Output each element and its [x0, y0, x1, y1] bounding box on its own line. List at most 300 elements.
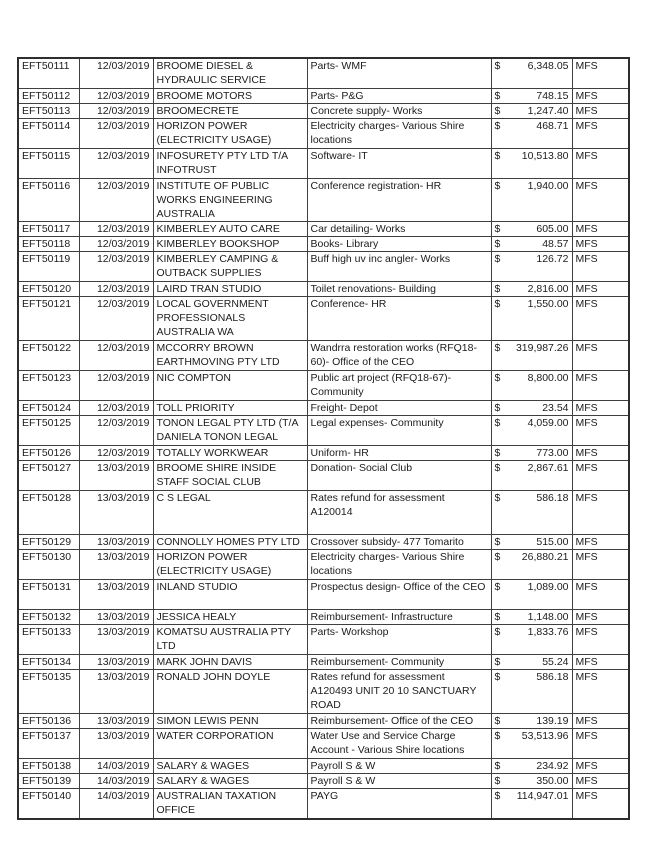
- fund-cell: [572, 282, 629, 297]
- payee-name: HORIZON POWER (ELECTRICITY USAGE): [156, 120, 272, 146]
- table-row: [18, 222, 629, 237]
- fund-code: MFS: [575, 492, 598, 504]
- fund-code: MFS: [575, 223, 598, 235]
- amount-value: 234.92: [536, 760, 569, 772]
- payment-date: 14/03/2019: [96, 775, 150, 787]
- fund-code: MFS: [575, 760, 598, 772]
- fund-cell: [572, 401, 629, 416]
- amount-cell: [491, 461, 572, 491]
- currency-symbol: $: [494, 342, 501, 354]
- payee-name: SIMON LEWIS PENN: [156, 715, 259, 727]
- payment-date: 13/03/2019: [96, 462, 150, 474]
- payment-date: 12/03/2019: [96, 60, 150, 72]
- payment-description: Electricity charges- Various Shire locations: [310, 120, 465, 146]
- eft-number: EFT50115: [22, 150, 71, 162]
- fund-code: MFS: [575, 342, 598, 354]
- eft-number: EFT50129: [22, 536, 72, 548]
- payee-name: SALARY & WAGES: [156, 775, 250, 787]
- payment-date: 12/03/2019: [96, 417, 150, 429]
- amount-cell: [491, 759, 572, 774]
- payee-name: LAIRD TRAN STUDIO: [156, 283, 262, 295]
- fund-code: MFS: [575, 60, 598, 72]
- payee-cell: [153, 670, 307, 714]
- eft-number-cell: [18, 58, 79, 89]
- amount-cell: [491, 580, 572, 610]
- description-cell: [307, 670, 491, 714]
- payment-date: 13/03/2019: [96, 581, 150, 593]
- payment-description: Conference registration- HR: [310, 180, 442, 192]
- amount-cell: [491, 491, 572, 535]
- currency-symbol: $: [494, 372, 501, 384]
- fund-cell: [572, 729, 629, 759]
- eft-number-cell: [18, 774, 79, 789]
- amount-cell: [491, 282, 572, 297]
- payment-date: 12/03/2019: [96, 120, 150, 132]
- eft-number-cell: [18, 580, 79, 610]
- payment-description: Legal expenses- Community: [310, 417, 444, 429]
- table-row: [18, 282, 629, 297]
- amount-cell: [491, 625, 572, 655]
- payments-table: [17, 57, 630, 820]
- fund-cell: [572, 237, 629, 252]
- date-cell: [79, 729, 153, 759]
- amount-cell: [491, 89, 572, 104]
- amount-cell: [491, 58, 572, 89]
- eft-number: EFT50116: [22, 180, 71, 192]
- fund-code: MFS: [575, 671, 598, 683]
- payment-description: Uniform- HR: [310, 447, 369, 459]
- description-cell: [307, 625, 491, 655]
- eft-number-cell: [18, 550, 79, 580]
- payee-cell: [153, 237, 307, 252]
- date-cell: [79, 401, 153, 416]
- fund-cell: [572, 491, 629, 535]
- amount-value: 350.00: [536, 775, 569, 787]
- payee-name: INSTITUTE OF PUBLIC WORKS ENGINEERING AUSTRALIA: [156, 180, 273, 220]
- fund-code: MFS: [575, 715, 598, 727]
- payee-cell: [153, 252, 307, 282]
- payee-cell: [153, 491, 307, 535]
- table-row: [18, 341, 629, 371]
- description-cell: [307, 714, 491, 729]
- fund-code: MFS: [575, 105, 598, 117]
- description-cell: [307, 416, 491, 446]
- eft-number-cell: [18, 625, 79, 655]
- payee-name: KIMBERLEY AUTO CARE: [156, 223, 280, 235]
- currency-symbol: $: [494, 462, 501, 474]
- amount-cell: [491, 714, 572, 729]
- payee-name: RONALD JOHN DOYLE: [156, 671, 271, 683]
- table-row: [18, 149, 629, 179]
- amount-cell: [491, 371, 572, 401]
- fund-cell: [572, 789, 629, 820]
- date-cell: [79, 104, 153, 119]
- description-cell: [307, 446, 491, 461]
- payee-cell: [153, 416, 307, 446]
- table-row: [18, 416, 629, 446]
- eft-number-cell: [18, 535, 79, 550]
- eft-number-cell: [18, 237, 79, 252]
- amount-cell: [491, 446, 572, 461]
- eft-number-cell: [18, 252, 79, 282]
- fund-cell: [572, 535, 629, 550]
- fund-code: MFS: [575, 447, 598, 459]
- eft-number: EFT50121: [22, 298, 72, 310]
- eft-number: EFT50134: [22, 656, 72, 668]
- eft-number-cell: [18, 119, 79, 149]
- date-cell: [79, 119, 153, 149]
- payment-date: 12/03/2019: [96, 223, 150, 235]
- date-cell: [79, 149, 153, 179]
- date-cell: [79, 179, 153, 222]
- payee-cell: [153, 580, 307, 610]
- amount-cell: [491, 149, 572, 179]
- eft-number-cell: [18, 222, 79, 237]
- payee-cell: [153, 179, 307, 222]
- amount-value: 4,059.00: [527, 417, 569, 429]
- currency-symbol: $: [494, 283, 501, 295]
- description-cell: [307, 535, 491, 550]
- payment-description: Reimbursement- Infrastructure: [310, 611, 453, 623]
- date-cell: [79, 580, 153, 610]
- currency-symbol: $: [494, 760, 501, 772]
- amount-value: 1,089.00: [527, 581, 569, 593]
- eft-number-cell: [18, 371, 79, 401]
- table-row: [18, 625, 629, 655]
- payment-description: Rates refund for assessment A120493 UNIT 20 10 SANCTUARY ROAD: [310, 671, 477, 711]
- amount-value: 1,247.40: [527, 105, 569, 117]
- currency-symbol: $: [494, 298, 501, 310]
- date-cell: [79, 237, 153, 252]
- fund-code: MFS: [575, 150, 598, 162]
- payment-description: PAYG: [310, 790, 339, 802]
- payment-description: Donation- Social Club: [310, 462, 413, 474]
- eft-number: EFT50131: [22, 581, 72, 593]
- eft-number-cell: [18, 104, 79, 119]
- description-cell: [307, 222, 491, 237]
- date-cell: [79, 282, 153, 297]
- amount-value: 1,940.00: [527, 180, 569, 192]
- amount-value: 114,947.01: [516, 790, 569, 802]
- payee-name: SALARY & WAGES: [156, 760, 250, 772]
- eft-number-cell: [18, 179, 79, 222]
- fund-code: MFS: [575, 536, 598, 548]
- eft-number: EFT50113: [22, 105, 71, 117]
- currency-symbol: $: [494, 180, 501, 192]
- amount-cell: [491, 550, 572, 580]
- payment-description: Payroll S & W: [310, 775, 376, 787]
- eft-number-cell: [18, 461, 79, 491]
- eft-number: EFT50140: [22, 790, 72, 802]
- currency-symbol: $: [494, 715, 501, 727]
- payment-description: Prospectus design- Office of the CEO: [310, 581, 486, 593]
- payee-cell: [153, 655, 307, 670]
- table-row: [18, 446, 629, 461]
- date-cell: [79, 655, 153, 670]
- table-row: [18, 371, 629, 401]
- amount-cell: [491, 252, 572, 282]
- description-cell: [307, 610, 491, 625]
- eft-number: EFT50112: [22, 90, 71, 102]
- payee-cell: [153, 341, 307, 371]
- description-cell: [307, 759, 491, 774]
- currency-symbol: $: [494, 105, 501, 117]
- date-cell: [79, 252, 153, 282]
- eft-number-cell: [18, 491, 79, 535]
- fund-code: MFS: [575, 790, 598, 802]
- eft-number: EFT50120: [22, 283, 72, 295]
- payment-description: Parts- WMF: [310, 60, 367, 72]
- payee-name: LOCAL GOVERNMENT PROFESSIONALS AUSTRALIA WA: [156, 298, 269, 338]
- date-cell: [79, 491, 153, 535]
- table-row: [18, 491, 629, 535]
- table-row: [18, 401, 629, 416]
- currency-symbol: $: [494, 120, 501, 132]
- table-row: [18, 774, 629, 789]
- eft-number-cell: [18, 282, 79, 297]
- fund-cell: [572, 461, 629, 491]
- payment-date: 12/03/2019: [96, 105, 150, 117]
- currency-symbol: $: [494, 402, 501, 414]
- payment-date: 12/03/2019: [96, 298, 150, 310]
- payee-name: INLAND STUDIO: [156, 581, 238, 593]
- eft-number: EFT50139: [22, 775, 72, 787]
- fund-code: MFS: [575, 283, 598, 295]
- amount-cell: [491, 535, 572, 550]
- eft-number-cell: [18, 401, 79, 416]
- payment-date: 12/03/2019: [96, 150, 150, 162]
- table-row: [18, 89, 629, 104]
- table-row: [18, 729, 629, 759]
- eft-number-cell: [18, 610, 79, 625]
- payee-cell: [153, 610, 307, 625]
- fund-code: MFS: [575, 656, 598, 668]
- payee-cell: [153, 625, 307, 655]
- eft-number: EFT50133: [22, 626, 72, 638]
- payee-cell: [153, 297, 307, 341]
- payment-date: 12/03/2019: [96, 90, 150, 102]
- eft-number: EFT50128: [22, 492, 72, 504]
- fund-code: MFS: [575, 238, 598, 250]
- fund-cell: [572, 580, 629, 610]
- description-cell: [307, 282, 491, 297]
- eft-number-cell: [18, 670, 79, 714]
- payee-cell: [153, 550, 307, 580]
- payee-name: BROOMECRETE: [156, 105, 239, 117]
- fund-code: MFS: [575, 581, 598, 593]
- amount-cell: [491, 237, 572, 252]
- payment-description: Conference- HR: [310, 298, 387, 310]
- amount-value: 468.71: [536, 120, 569, 132]
- table-row: [18, 119, 629, 149]
- eft-number: EFT50126: [22, 447, 72, 459]
- table-row: [18, 237, 629, 252]
- payment-date: 13/03/2019: [96, 536, 150, 548]
- description-cell: [307, 371, 491, 401]
- payee-name: CONNOLLY HOMES PTY LTD: [156, 536, 300, 548]
- payee-name: WATER CORPORATION: [156, 730, 274, 742]
- payment-description: Wandrra restoration works (RFQ18-60)- Office of the CEO: [310, 342, 477, 368]
- fund-cell: [572, 625, 629, 655]
- payee-name: KIMBERLEY BOOKSHOP: [156, 238, 280, 250]
- currency-symbol: $: [494, 671, 501, 683]
- fund-cell: [572, 341, 629, 371]
- eft-number: EFT50130: [22, 551, 72, 563]
- payment-description: Concrete supply- Works: [310, 105, 423, 117]
- currency-symbol: $: [494, 790, 501, 802]
- amount-cell: [491, 789, 572, 820]
- amount-value: 126.72: [536, 253, 569, 265]
- eft-number: EFT50136: [22, 715, 72, 727]
- eft-number: EFT50137: [22, 730, 72, 742]
- fund-code: MFS: [575, 298, 598, 310]
- description-cell: [307, 774, 491, 789]
- amount-value: 23.54: [542, 402, 569, 414]
- amount-value: 55.24: [542, 656, 569, 668]
- date-cell: [79, 222, 153, 237]
- amount-cell: [491, 416, 572, 446]
- eft-number-cell: [18, 789, 79, 820]
- amount-cell: [491, 774, 572, 789]
- payee-cell: [153, 789, 307, 820]
- payment-description: Public art project (RFQ18-67)- Community: [310, 372, 452, 398]
- eft-number: EFT50125: [22, 417, 72, 429]
- payee-name: INFOSURETY PTY LTD T/A INFOTRUST: [156, 150, 288, 176]
- payment-date: 13/03/2019: [96, 671, 150, 683]
- payee-cell: [153, 282, 307, 297]
- payment-date: 12/03/2019: [96, 283, 150, 295]
- fund-code: MFS: [575, 417, 598, 429]
- table-row: [18, 179, 629, 222]
- table-row: [18, 252, 629, 282]
- payee-name: KIMBERLEY CAMPING & OUTBACK SUPPLIES: [156, 253, 279, 279]
- description-cell: [307, 461, 491, 491]
- payee-name: HORIZON POWER (ELECTRICITY USAGE): [156, 551, 272, 577]
- payment-date: 12/03/2019: [96, 180, 150, 192]
- payee-cell: [153, 58, 307, 89]
- amount-value: 586.18: [536, 492, 569, 504]
- description-cell: [307, 550, 491, 580]
- fund-cell: [572, 252, 629, 282]
- amount-cell: [491, 729, 572, 759]
- currency-symbol: $: [494, 447, 501, 459]
- amount-value: 1,148.00: [527, 611, 569, 623]
- payee-cell: [153, 119, 307, 149]
- table-row: [18, 714, 629, 729]
- date-cell: [79, 461, 153, 491]
- date-cell: [79, 610, 153, 625]
- payee-name: JESSICA HEALY: [156, 611, 237, 623]
- description-cell: [307, 491, 491, 535]
- payee-cell: [153, 222, 307, 237]
- fund-code: MFS: [575, 90, 598, 102]
- eft-number: EFT50132: [22, 611, 72, 623]
- description-cell: [307, 104, 491, 119]
- payment-date: 12/03/2019: [96, 372, 150, 384]
- currency-symbol: $: [494, 551, 501, 563]
- date-cell: [79, 58, 153, 89]
- fund-code: MFS: [575, 462, 598, 474]
- table-row: [18, 104, 629, 119]
- currency-symbol: $: [494, 492, 501, 504]
- payments-table-body: [18, 58, 629, 819]
- payee-cell: [153, 401, 307, 416]
- eft-number-cell: [18, 446, 79, 461]
- amount-value: 1,833.76: [527, 626, 569, 638]
- date-cell: [79, 371, 153, 401]
- table-row: [18, 58, 629, 89]
- payee-cell: [153, 714, 307, 729]
- amount-value: 605.00: [536, 223, 569, 235]
- amount-value: 26,880.21: [521, 551, 569, 563]
- currency-symbol: $: [494, 536, 501, 548]
- payee-cell: [153, 446, 307, 461]
- eft-number-cell: [18, 714, 79, 729]
- amount-cell: [491, 655, 572, 670]
- date-cell: [79, 714, 153, 729]
- amount-cell: [491, 104, 572, 119]
- fund-code: MFS: [575, 730, 598, 742]
- date-cell: [79, 446, 153, 461]
- payee-name: BROOME DIESEL & HYDRAULIC SERVICE: [156, 60, 267, 86]
- payee-cell: [153, 759, 307, 774]
- eft-number-cell: [18, 297, 79, 341]
- payment-description: Buff high uv inc angler- Works: [310, 253, 451, 265]
- date-cell: [79, 416, 153, 446]
- table-row: [18, 535, 629, 550]
- eft-number-cell: [18, 759, 79, 774]
- eft-number: EFT50124: [22, 402, 72, 414]
- payment-date: 14/03/2019: [96, 760, 150, 772]
- fund-code: MFS: [575, 626, 598, 638]
- currency-symbol: $: [494, 150, 501, 162]
- amount-value: 10,513.80: [521, 150, 569, 162]
- fund-code: MFS: [575, 551, 598, 563]
- eft-number: EFT50118: [22, 238, 71, 250]
- payee-cell: [153, 729, 307, 759]
- description-cell: [307, 341, 491, 371]
- payment-date: 13/03/2019: [96, 611, 150, 623]
- fund-cell: [572, 714, 629, 729]
- payment-date: 13/03/2019: [96, 730, 150, 742]
- date-cell: [79, 759, 153, 774]
- payment-description: Reimbursement- Office of the CEO: [310, 715, 474, 727]
- date-cell: [79, 774, 153, 789]
- currency-symbol: $: [494, 223, 501, 235]
- fund-cell: [572, 610, 629, 625]
- currency-symbol: $: [494, 626, 501, 638]
- eft-number-cell: [18, 416, 79, 446]
- table-row: [18, 789, 629, 820]
- eft-number: EFT50111: [22, 60, 70, 72]
- fund-cell: [572, 759, 629, 774]
- payment-date: 13/03/2019: [96, 626, 150, 638]
- table-row: [18, 759, 629, 774]
- fund-code: MFS: [575, 253, 598, 265]
- amount-value: 8,800.00: [527, 372, 569, 384]
- payee-cell: [153, 774, 307, 789]
- payment-description: Parts- P&G: [310, 90, 364, 102]
- currency-symbol: $: [494, 417, 501, 429]
- currency-symbol: $: [494, 775, 501, 787]
- fund-cell: [572, 149, 629, 179]
- amount-value: 586.18: [536, 671, 569, 683]
- description-cell: [307, 58, 491, 89]
- currency-symbol: $: [494, 238, 501, 250]
- amount-cell: [491, 222, 572, 237]
- payee-name: TOLL PRIORITY: [156, 402, 235, 414]
- eft-number: EFT50119: [22, 253, 71, 265]
